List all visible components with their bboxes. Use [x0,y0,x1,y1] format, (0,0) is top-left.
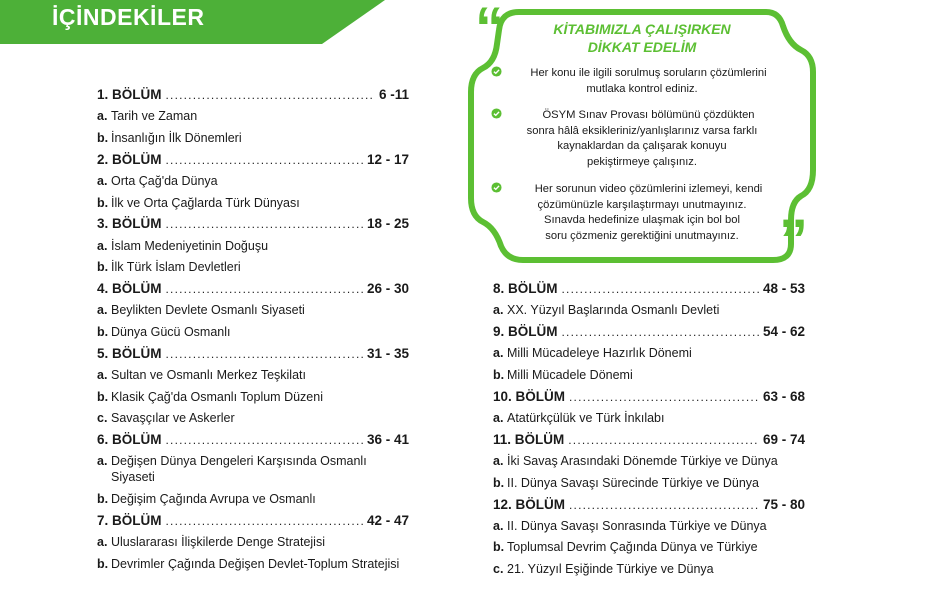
toc-subitem [97,256,409,278]
subitem-letter: c. [97,411,108,426]
tip-text: Her sorunun video çözümlerini izlemeyi, kendi [534,183,763,195]
tip-line [491,182,793,198]
subitem-text: İlk ve Orta Çağlarda Türk Dünyası [111,195,300,210]
dot-leader [568,430,759,452]
dot-leader [569,495,759,517]
subitem-text: Beylikten Devlete Osmanlı Siyaseti [111,303,305,318]
dot-leader [166,279,363,301]
toc-subitem [493,537,805,559]
subitem-letter: a. [97,454,108,469]
tip-text: Sınavda hedefinize ulaşmak için bol bol [544,214,740,226]
toc-subitem [97,321,409,343]
section-label: 9. BÖLÜM [493,324,558,340]
toc-right-column [493,278,805,580]
toc-subitem [97,451,409,489]
toc-section-row [97,149,409,171]
subitem-letter: b. [493,540,505,555]
section-pages: 75 - 80 [762,496,805,512]
section-pages: 26 - 30 [366,281,409,297]
tip-line [491,108,793,124]
section-label: 7. BÖLÜM [97,512,162,528]
tip-text: Her konu ile ilgili sorulmuş soruların çözümlerini [530,67,767,79]
subitem-text: II. Dünya Savaşı Sonrasında Türkiye ve Dünya [507,518,767,533]
section-pages: 54 - 62 [762,324,805,340]
section-label: 11. BÖLÜM [493,431,565,447]
toc-subitem [97,531,409,553]
subitem-letter: a. [97,535,108,550]
callout-title-line1: KİTABIMIZLA ÇALIŞIRKEN [553,21,731,37]
subitem-letter: b. [97,260,109,275]
section-label: 1. BÖLÜM [97,87,162,102]
toc-section-row [493,278,805,300]
toc-section-row [97,278,409,300]
check-circle-icon [529,108,540,119]
tip-paragraph [491,66,793,97]
toc-section-row [97,510,409,532]
section-pages: 63 - 68 [762,388,805,404]
dot-leader [166,150,363,172]
tip-text: soru çözmeniz gerektiğini unutmayınız. [545,229,739,242]
subitem-letter: b. [97,556,109,571]
section-pages: 69 - 74 [762,431,805,447]
subitem-letter: a. [493,454,504,469]
subitem-text: Milli Mücadele Dönemi [507,367,633,382]
callout-title-line2: DİKKAT EDELİM [587,39,697,55]
tip-line [491,82,793,98]
toc-subitem [97,553,409,575]
tip-text: pekiştirmeye çalışınız. [586,155,698,168]
toc-subitem [97,386,409,408]
toc-subitem [493,558,805,580]
toc-section-row [97,343,409,365]
section-pages: 12 - 17 [366,151,409,167]
section-pages: 31 - 35 [366,345,409,361]
toc-subitem [493,450,805,472]
subitem-text: İslam Medeniyetinin Doğuşu [111,238,269,253]
toc-subitem [97,300,409,322]
subitem-text: Değişim Çağında Avrupa ve Osmanlı [111,491,316,506]
toc-subitem [493,343,805,365]
subitem-text: İki Savaş Arasındaki Dönemde Türkiye ve Dünya [507,454,778,469]
section-label: 12. BÖLÜM [493,496,566,512]
subitem-text: Devrimler Çağında Değişen Devlet-Toplum Stratejisi [111,556,400,571]
subitem-text: Toplumsal Devrim Çağında Dünya ve Türkiye [507,540,758,555]
section-pages: 18 - 25 [366,216,409,232]
section-pages: 42 - 47 [366,512,409,528]
subitem-text: Sultan ve Osmanlı Merkez Teşkilatı [111,368,306,383]
toc-subitem [493,364,805,386]
subitem-letter: b. [493,475,505,490]
section-label: 8. BÖLÜM [493,281,558,296]
subitem-text: Savaşçılar ve Askerler [111,411,235,426]
tip-line [491,229,793,245]
section-pages: 48 - 53 [762,281,805,296]
check-circle-icon [522,182,533,193]
toc-section-row [97,84,409,106]
section-label: 3. BÖLÜM [97,216,162,232]
subitem-text: Dünya Gücü Osmanlı [111,324,231,339]
check-circle-icon [517,66,528,77]
dot-leader [569,387,759,409]
subitem-text: İlk Türk İslam Devletleri [111,260,241,275]
subitem-text: XX. Yüzyıl Başlarında Osmanlı Devleti [507,303,720,318]
dot-leader [166,85,375,107]
toc-subitem [493,472,805,494]
subitem-letter: a. [493,303,504,318]
header-banner [0,0,385,44]
toc-section-row [493,429,805,451]
subitem-letter: a. [97,238,108,253]
toc-subitem [493,407,805,429]
dot-leader [166,214,363,236]
subitem-text: Milli Mücadeleye Hazırlık Dönemi [507,346,692,361]
section-label: 5. BÖLÜM [97,345,162,361]
tip-line [491,139,793,155]
tip-line [491,198,793,214]
tip-paragraph [491,108,793,170]
subitem-text: Atatürkçülük ve Türk İnkılabı [507,411,665,426]
page-title: İÇİNDEKİLER [52,4,205,30]
section-label: 10. BÖLÜM [493,388,566,404]
section-pages: 6 -11 [378,87,409,102]
toc-section-row [97,429,409,451]
section-pages: 36 - 41 [366,432,409,448]
subitem-letter: a. [97,109,108,124]
toc-section-row [493,494,805,516]
toc-subitem [97,488,409,510]
toc-left-column [97,84,409,574]
subitem-text: Klasik Çağ'da Osmanlı Toplum Düzeni [111,389,323,404]
subitem-letter: b. [97,491,109,506]
subitem-text: Uluslararası İlişkilerde Denge Stratejisi [111,535,325,550]
toc-subitem [493,515,805,537]
open-quote-icon: “ [475,0,504,61]
subitem-letter: b. [97,195,109,210]
tip-text: ÖSYM Sınav Provası bölümünü çözdükten [542,109,755,121]
tips-callout [461,0,823,273]
subitem-letter: a. [493,346,504,361]
callout-title [461,20,823,56]
dot-leader [562,322,759,344]
toc-subitem [97,192,409,214]
subitem-letter: c. [493,562,504,577]
toc-subitem [97,127,409,149]
subitem-text: 21. Yüzyıl Eşiğinde Türkiye ve Dünya [507,562,714,577]
toc-subitem [493,300,805,322]
subitem-letter: b. [97,324,109,339]
toc-subitem [97,235,409,257]
tip-text: çözümünüzle karşılaştırmayı unutmayınız. [537,198,747,211]
subitem-text: Orta Çağ'da Dünya [111,173,218,188]
dot-leader [166,511,363,533]
toc-subitem [97,364,409,386]
dot-leader [166,344,363,366]
tip-text: sonra hâlâ eksikleriniz/yanlışlarınız varsa farklı [526,124,758,137]
toc-section-row [97,213,409,235]
subitem-text: İnsanlığın İlk Dönemleri [111,130,242,145]
section-label: 6. BÖLÜM [97,432,162,448]
toc-section-row [493,386,805,408]
tip-paragraph [491,182,793,244]
subitem-letter: a. [493,411,504,426]
subitem-text: Tarih ve Zaman [111,109,198,124]
dot-leader [166,430,363,452]
subitem-letter: b. [97,130,109,145]
tip-text: mutlaka kontrol ediniz. [586,82,698,95]
close-quote-icon: ” [779,208,808,273]
subitem-letter: a. [97,368,108,383]
subitem-letter: b. [493,367,505,382]
subitem-letter: a. [493,518,504,533]
dot-leader [562,279,759,301]
section-label: 2. BÖLÜM [97,151,162,167]
toc-subitem [97,407,409,429]
toc-subitem [97,106,409,128]
tip-line [491,124,793,140]
toc-section-row [493,321,805,343]
subitem-letter: a. [97,303,108,318]
section-label: 4. BÖLÜM [97,281,162,297]
tip-line [491,155,793,171]
toc-subitem [97,170,409,192]
subitem-letter: a. [97,173,108,188]
subitem-text: II. Dünya Savaşı Sürecinde Türkiye ve Dünya [507,475,759,490]
tip-line [491,213,793,229]
tip-line [491,66,793,82]
subitem-letter: b. [97,389,109,404]
subitem-text: Değişen Dünya Dengeleri Karşısında Osmanlı Siyaseti [111,454,367,485]
tip-text: kaynaklardan da çalışarak konuyu [557,140,727,152]
